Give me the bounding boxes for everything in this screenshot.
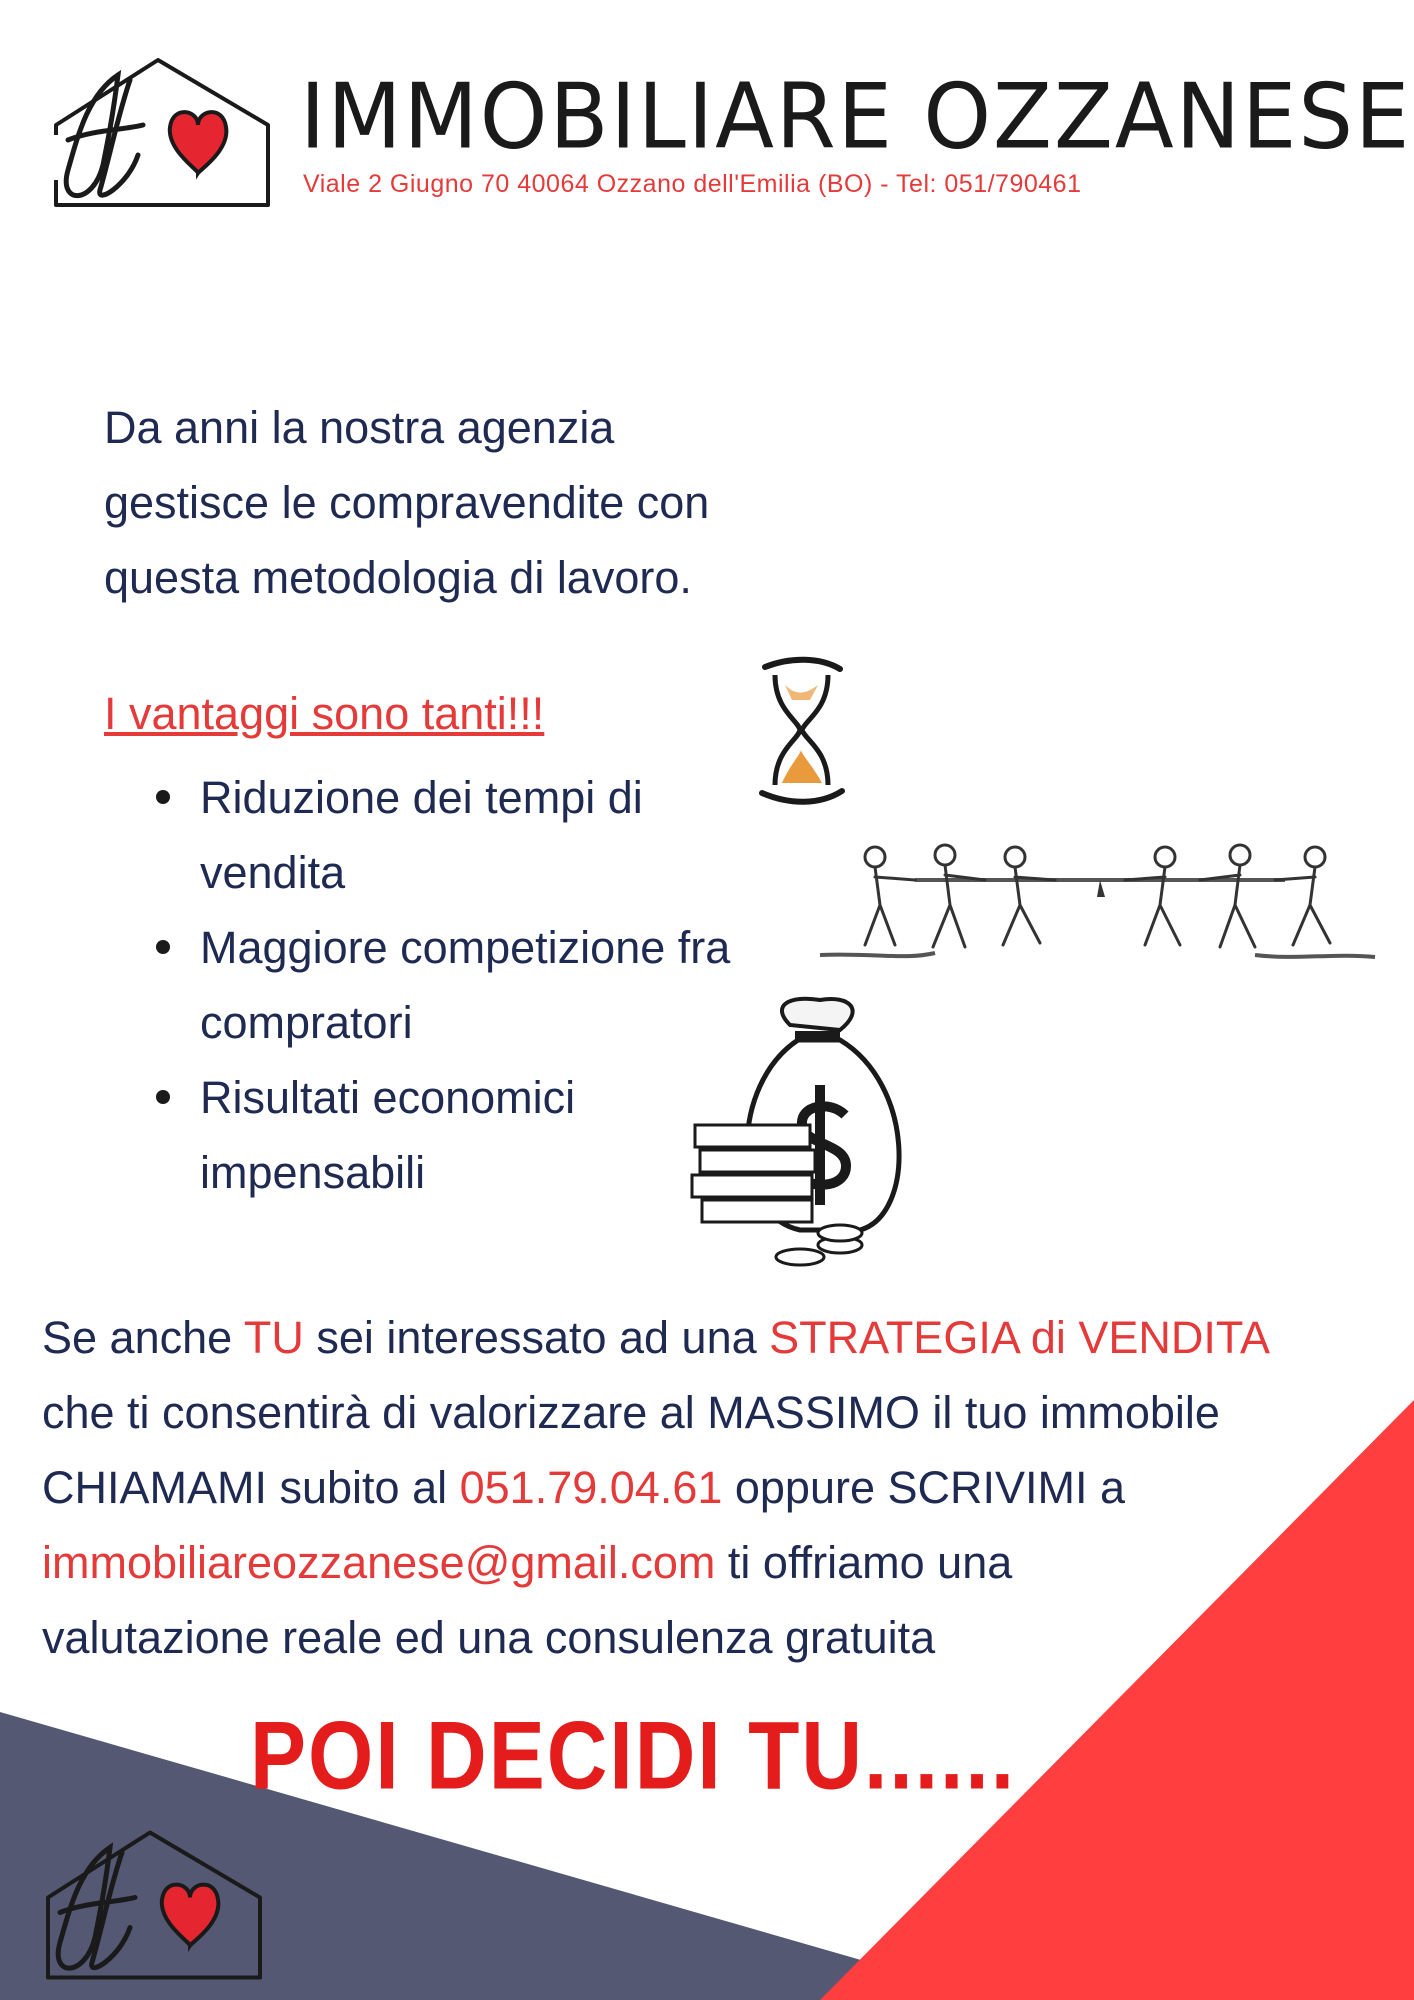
- bullet-icon: [156, 1090, 170, 1104]
- footer-headline: POI DECIDI TU......: [250, 1701, 1017, 1810]
- cta-line: immobiliareozzanese@gmail.com ti offriamo una: [42, 1537, 1013, 1588]
- cta-paragraph: [42, 1300, 1382, 1675]
- intro-paragraph: [104, 390, 824, 615]
- cta-line: valutazione reale ed una consulenza gratuita: [42, 1612, 936, 1663]
- bullet-icon: [156, 790, 170, 804]
- house-heart-logo-icon: [48, 55, 278, 210]
- hourglass-icon: [750, 655, 850, 805]
- intro-line: questa metodologia di lavoro.: [104, 552, 692, 603]
- strategy-highlight: STRATEGIA di VENDITA: [769, 1312, 1271, 1363]
- tug-of-war-illustration: [815, 835, 1380, 975]
- tu-highlight: TU: [243, 1312, 304, 1363]
- list-item: Riduzione dei tempi di vendita: [150, 760, 790, 910]
- brand-name: IMMOBILIARE OZZANESE: [300, 64, 1412, 170]
- cta-line: Se anche TU sei interessato ad una STRATEGIA di VENDITA: [42, 1312, 1271, 1363]
- cta-line: che ti consentirà di valorizzare al MASSIMO il tuo immobile: [42, 1387, 1220, 1438]
- cta-line: CHIAMAMI subito al 051.79.04.61 oppure SCRIVIMI a: [42, 1462, 1126, 1513]
- money-bag-icon: [690, 995, 915, 1270]
- list-item: Maggiore competizione fra compratori: [150, 910, 790, 1060]
- phone-number-link[interactable]: 051.79.04.61: [459, 1462, 723, 1513]
- advantages-title: I vantaggi sono tanti!!!: [104, 688, 545, 739]
- intro-line: Da anni la nostra agenzia: [104, 402, 615, 453]
- house-heart-logo-icon: [40, 1825, 270, 1985]
- bullet-icon: [156, 940, 170, 954]
- brand-address: Viale 2 Giugno 70 40064 Ozzano dell'Emilia (BO) - Tel: 051/790461: [303, 170, 1082, 198]
- list-item: Risultati economici impensabili: [150, 1060, 790, 1210]
- intro-line: gestisce le compravendite con: [104, 477, 710, 528]
- email-link[interactable]: immobiliareozzanese@gmail.com: [42, 1537, 716, 1588]
